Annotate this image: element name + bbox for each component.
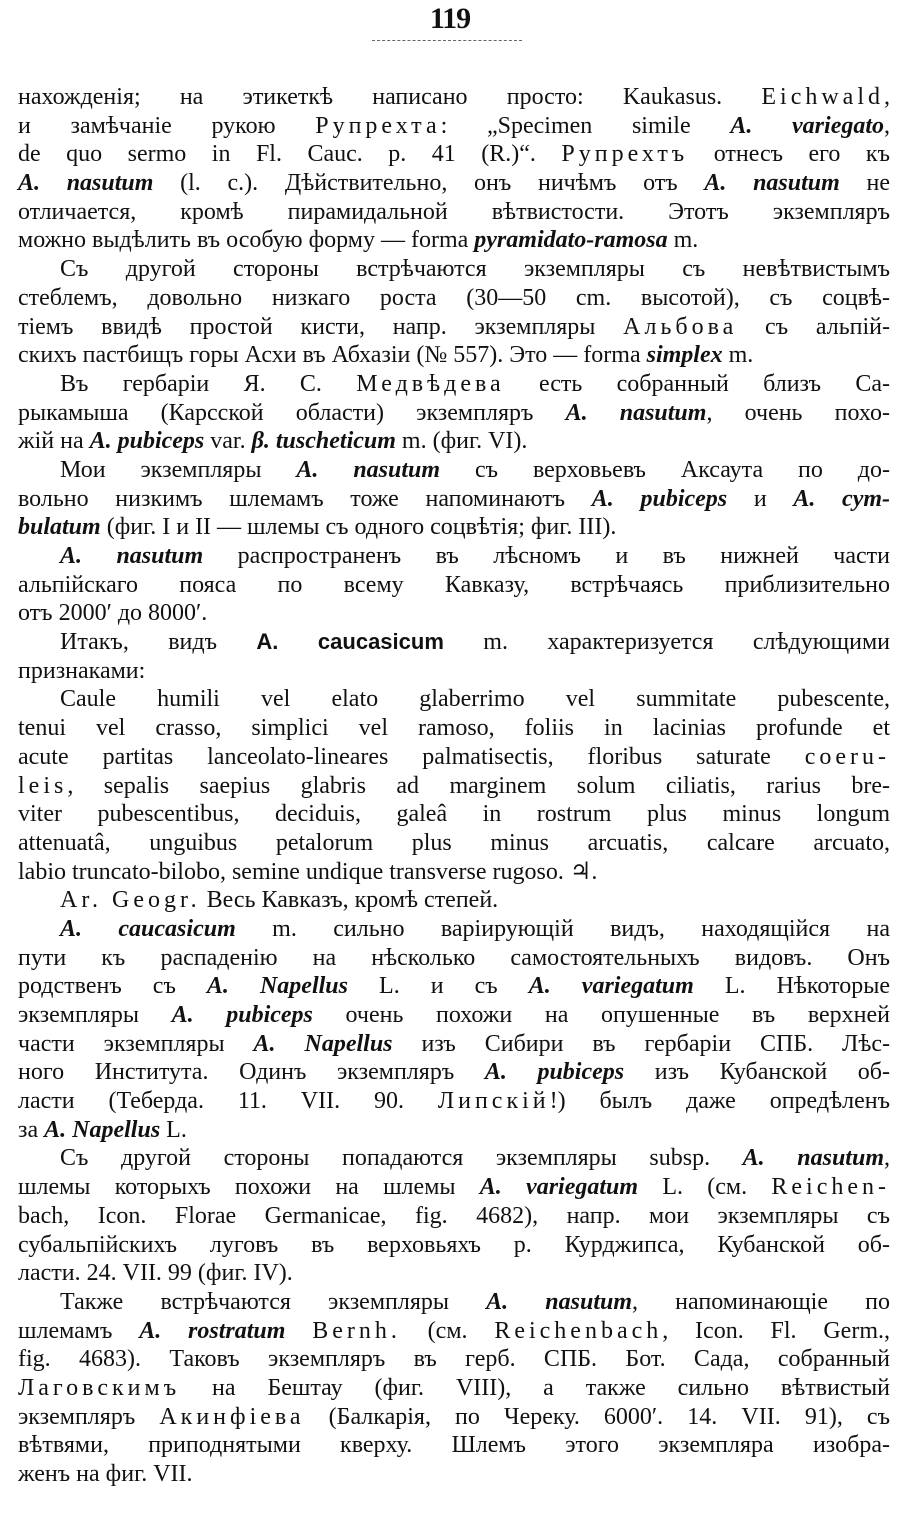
text-line (18, 399, 890, 428)
text-run: не (839, 170, 890, 197)
taxon-name: A. pubiceps (591, 485, 728, 512)
paragraph (18, 542, 890, 628)
text-line (18, 571, 890, 600)
text-line (18, 685, 890, 714)
text-run: , sepalis saepius glabris ad marginem solum ciliatis, rarius bre- (67, 772, 890, 799)
text-run: экземпляръ (18, 1403, 160, 1430)
paragraph (18, 915, 890, 1145)
text-run: пути къ распаденію на нѣсколько самостоятельныхъ видовъ. Онъ (18, 944, 890, 971)
spaced-name: Альбова (623, 313, 738, 340)
text-line (18, 456, 890, 485)
text-run: , Icon. Fl. Germ., (662, 1317, 890, 1344)
paragraph (18, 628, 890, 685)
text-run: de quo sermo in Fl. Cauc. p. 41 (R.)“. (18, 141, 562, 168)
text-run: fig. 4683). Таковъ экземпляръ въ герб. СПБ. Бот. Сада, собранный (18, 1346, 890, 1373)
spaced-name: Медвѣдева (356, 370, 505, 397)
text-line (18, 313, 890, 342)
text-run: , очень похо- (706, 399, 890, 426)
text-run: на Бештау (фиг. VIII), а также сильно вѣтвистый (180, 1374, 890, 1401)
text-run: можно выдѣлить въ особую форму — forma (18, 227, 475, 254)
text-run: tenui vel crasso, simplici vel ramoso, foliis in lacinias profunde et (18, 715, 890, 742)
text-line (18, 1144, 890, 1173)
text-run: attenuatâ, unguibus petalorum plus minus arcuatis, calcare arcuato, (18, 829, 890, 856)
text-line (18, 829, 890, 858)
text-run: , (884, 112, 891, 139)
text-run: отъ 2000′ до 8000′. (18, 600, 208, 627)
paragraph (18, 456, 890, 542)
text-run: m. (фиг. VI). (395, 428, 528, 455)
text-run: отличается, кромѣ пирамидальной вѣтвистости. Этотъ экземпляръ (18, 198, 890, 225)
text-run: !) былъ даже опредѣленъ (549, 1088, 890, 1115)
text-run: и (727, 485, 794, 512)
text-run: Съ другой стороны встрѣчаются экземпляры съ невѣтвистымъ (60, 256, 890, 283)
text-run: L. Нѣкоторые (693, 973, 890, 1000)
text-line (18, 1202, 890, 1231)
text-run: (фиг. I и II — шлемы съ одного соцвѣтія; фиг. III). (100, 514, 617, 541)
text-run: m. характеризуется слѣдующими (443, 629, 890, 656)
taxon-name: A. Napellus (44, 1116, 161, 1143)
text-run: Caule humili vel elato glaberrimo vel summitate pubescente, (60, 686, 890, 713)
text-line (18, 1374, 890, 1403)
text-run: очень похожи на опушенные въ верхней (312, 1002, 891, 1028)
text-run: части экземпляры (18, 1030, 254, 1057)
text-line (18, 513, 890, 542)
text-run: ного Института. Одинъ экземпляръ (18, 1059, 485, 1086)
text-run: вѣтвями, приподнятыми кверху. Шлемъ этого экземпляра изобра- (18, 1432, 890, 1459)
text-line (18, 944, 890, 973)
text-run: съ верховьевъ Аксаута по до- (440, 456, 890, 483)
text-run: , напоминающіе по (632, 1288, 890, 1315)
text-line (18, 485, 890, 514)
paragraph (18, 1288, 890, 1489)
body-text (18, 83, 890, 1489)
taxon-name: A. Napellus (206, 973, 348, 1000)
text-run: жій на (18, 428, 90, 455)
text-run: L. (см. (638, 1174, 772, 1201)
spaced-name: Акинфіева (159, 1403, 305, 1430)
text-line (18, 1403, 890, 1432)
taxon-name: A. nasutum (296, 456, 441, 483)
text-run: m. (722, 342, 754, 369)
taxon-name: A. pubiceps (484, 1059, 625, 1086)
text-line (18, 1317, 890, 1346)
text-line (18, 542, 890, 571)
text-run: признаками: (18, 657, 146, 684)
taxon-name: β. tuscheticum (251, 428, 396, 455)
text-line (18, 1460, 890, 1489)
text-run: отнесъ его къ (688, 141, 890, 168)
text-line (18, 1259, 890, 1288)
spaced-name: Eichwald (761, 84, 884, 110)
text-run: родственъ съ (18, 973, 207, 1000)
taxon-name: A. nasutum (60, 543, 204, 569)
text-run: субальпійскихъ луговъ въ верховьяхъ р. Курджипса, Кубанской об- (18, 1231, 890, 1258)
paragraph (18, 886, 890, 915)
text-line (18, 198, 890, 227)
taxon-name: A. caucasicum (60, 915, 236, 942)
text-run: : „Specimen simile (440, 112, 731, 139)
text-line (18, 915, 890, 944)
taxon-name: A. pubiceps (89, 428, 205, 455)
text-line (18, 1231, 890, 1260)
text-run: экземпляры (18, 1002, 172, 1028)
text-run: альпійскаго пояса по всему Кавказу, встрѣчаясь приблизительно (18, 571, 890, 598)
text-run: женъ на фиг. VII. (18, 1461, 193, 1487)
species-heading: A. caucasicum (256, 629, 444, 655)
text-line (18, 1001, 890, 1030)
text-run: (Балкарія, по Череку. 6000′. 14. VII. 91), съ (304, 1403, 890, 1430)
taxon-name: pyramidato-ramosa (474, 227, 668, 254)
spaced-name: coeru- (804, 743, 890, 770)
spaced-name: Ar. Geogr. (60, 887, 201, 914)
text-run: labio truncato-bilobo, semine undique transverse rugoso. ♃. (18, 858, 598, 885)
paragraph (18, 255, 890, 370)
text-run: шлемы которыхъ похожи на шлемы (18, 1174, 480, 1201)
text-run: bach, Icon. Florae Germanicae, fig. 4682), напр. мои экземпляры съ (18, 1202, 890, 1229)
spaced-name: Рупрехтъ (561, 141, 689, 168)
text-run: acute partitas lanceolato-lineares palmatisectis, floribus saturate (18, 743, 805, 770)
taxon-name: A. Napellus (253, 1030, 393, 1057)
text-line (18, 226, 890, 255)
spaced-name: Лаговскимъ (18, 1374, 181, 1401)
text-run: (l. c.). Дѣйствительно, онъ ничѣмъ отъ (153, 170, 705, 197)
text-line (18, 255, 890, 284)
taxon-name: A. nasutum (704, 170, 840, 197)
text-line (18, 1173, 890, 1202)
text-run: m. (667, 227, 699, 254)
taxon-name: A. rostratum (139, 1317, 286, 1344)
page-number: 119 (429, 2, 471, 35)
text-run: изъ Сибири въ гербаріи СПБ. Лѣс- (392, 1030, 891, 1057)
spaced-name: Reichenbach (494, 1317, 663, 1344)
taxon-name: A. pubiceps (171, 1002, 313, 1028)
text-run: , (884, 84, 890, 110)
text-run: стеблемъ, довольно низкаго роста (30—50 cm. высотой), съ соцвѣ- (18, 284, 890, 311)
taxon-name: A. variegato (730, 112, 885, 139)
text-line (18, 1345, 890, 1374)
text-line (18, 1431, 890, 1460)
text-line (18, 341, 890, 370)
paragraph (18, 1144, 890, 1287)
text-line (18, 800, 890, 829)
text-line (18, 83, 890, 112)
text-line (18, 370, 890, 399)
spaced-name: leis (18, 772, 68, 799)
text-run: (см. (400, 1317, 495, 1344)
text-line (18, 714, 890, 743)
text-run: распространенъ въ лѣсномъ и въ нижней части (203, 543, 890, 569)
text-run: скихъ пастбищъ горы Асхи въ Абхазіи (№ 557). Это — forma (18, 342, 647, 369)
text-line (18, 1058, 890, 1087)
text-line (18, 972, 890, 1001)
text-run: Въ гербаріи Я. С. (60, 370, 357, 397)
text-run: L. (160, 1116, 187, 1143)
text-line (18, 743, 890, 772)
spaced-name: Липскій (437, 1088, 550, 1115)
text-run: , (884, 1145, 890, 1172)
text-run: Весь Кавказъ, кромѣ степей. (200, 887, 499, 914)
spaced-name: Bernh. (312, 1317, 401, 1344)
text-run: изъ Кубанской об- (624, 1059, 890, 1086)
text-run: шлемамъ (18, 1317, 140, 1344)
text-line (18, 599, 890, 628)
text-line (18, 1116, 890, 1145)
text-run: нахожденія; на этикеткѣ написано просто: Kaukasus. (18, 84, 762, 110)
text-run: viter pubescentibus, deciduis, galeâ in rostrum plus minus longum (18, 801, 890, 828)
text-run: вольно низкимъ шлемамъ тоже напоминаютъ (18, 485, 592, 512)
text-line (18, 169, 890, 198)
taxon-name: A. nasutum (565, 399, 707, 426)
taxon-name: bulatum (18, 514, 101, 541)
text-line (18, 657, 890, 686)
text-run: съ альпій- (737, 313, 890, 340)
paragraph (18, 685, 890, 886)
text-run: рыкамыша (Карсской области) экземпляръ (18, 399, 566, 426)
text-line (18, 1030, 890, 1059)
text-line (18, 858, 890, 887)
spaced-name: Reichen- (771, 1174, 890, 1201)
taxon-name: A. variegatum (528, 973, 694, 1000)
paragraph (18, 83, 890, 255)
taxon-name: A. variegatum (479, 1174, 639, 1201)
paragraph (18, 370, 890, 456)
header-divider (372, 40, 522, 41)
text-run: есть собранный близъ Са- (504, 370, 890, 397)
text-line (18, 886, 890, 915)
text-run: ласти (Теберда. 11. VII. 90. (18, 1088, 438, 1115)
text-run: и замѣчаніе рукою (18, 112, 316, 139)
text-line (18, 284, 890, 313)
taxon-name: A. nasutum (486, 1288, 633, 1315)
text-run: Съ другой стороны попадаются экземпляры subsp. (60, 1145, 743, 1172)
text-line (18, 1288, 890, 1317)
text-run: тіемъ ввидѣ простой кисти, напр. экземпляры (18, 313, 624, 340)
text-run: Также встрѣчаются экземпляры (60, 1288, 487, 1315)
text-line (18, 427, 890, 456)
text-run: ласти. 24. VII. 99 (фиг. IV). (18, 1260, 293, 1287)
text-line (18, 772, 890, 801)
text-run: Мои экземпляры (60, 456, 297, 483)
text-line (18, 112, 890, 141)
text-run: m. сильно варіирующій видъ, находящійся на (235, 915, 890, 942)
taxon-name: A. nasutum (742, 1145, 884, 1172)
taxon-name: simplex (646, 342, 723, 369)
spaced-name: Рупрехта (315, 112, 441, 139)
text-line (18, 628, 890, 657)
taxon-name: A. cym- (793, 485, 891, 512)
text-run: var. (204, 428, 252, 455)
taxon-name: A. nasutum (18, 170, 154, 197)
text-run (285, 1318, 312, 1344)
text-line (18, 1087, 890, 1116)
text-run: за (18, 1116, 45, 1143)
text-line (18, 140, 890, 169)
text-run: L. и съ (347, 973, 529, 1000)
text-run: Итакъ, видъ (60, 629, 257, 656)
